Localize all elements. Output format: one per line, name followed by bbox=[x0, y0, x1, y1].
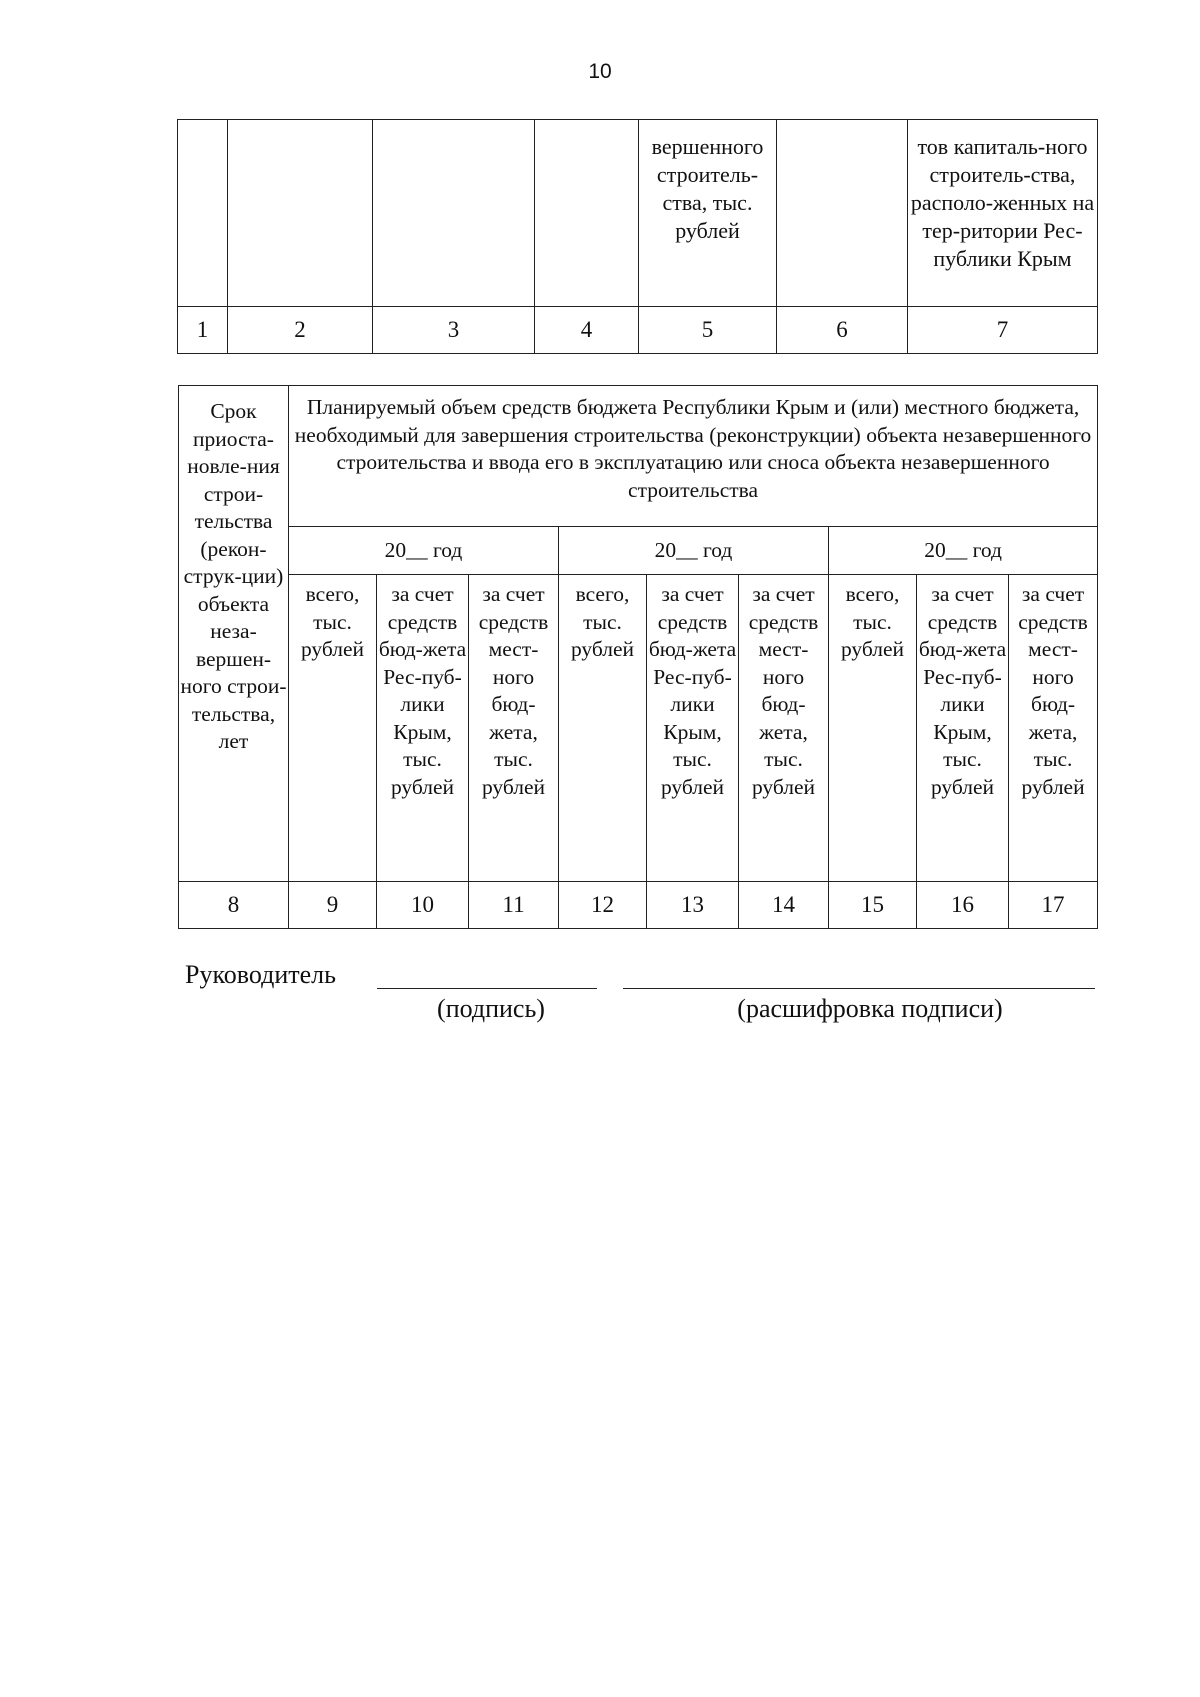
head-label: Руководитель bbox=[185, 960, 336, 989]
column-number: 13 bbox=[647, 882, 739, 929]
sub-header-total: всего, тыс. рублей bbox=[829, 575, 917, 882]
table-header-row bbox=[178, 120, 1098, 307]
column-number: 3 bbox=[373, 307, 535, 354]
sub-header-total: всего, тыс. рублей bbox=[289, 575, 377, 882]
column-number-row bbox=[179, 882, 1098, 929]
sub-header-local: за счет средств мест-ного бюд-жета, тыс. рублей bbox=[1009, 575, 1098, 882]
column-number: 5 bbox=[639, 307, 777, 354]
header-cell bbox=[228, 120, 373, 307]
budget-plan-table bbox=[178, 385, 1098, 929]
signature-line bbox=[377, 988, 597, 989]
column-number: 6 bbox=[777, 307, 908, 354]
signature-block bbox=[185, 960, 1115, 1030]
year-header: 20__ год bbox=[289, 527, 559, 575]
header-cell-unfinished-cost: вершенного строитель-ства, тыс. рублей bbox=[639, 120, 777, 307]
column-number: 11 bbox=[469, 882, 559, 929]
signature-decoding-caption: (расшифровка подписи) bbox=[737, 994, 1003, 1023]
planned-budget-header: Планируемый объем средств бюджета Республики Крым и (или) местного бюджета, необходимый для завершения строительства (реконструкции) объекта незавершенного строительства и ввода его в эксплуатацию или сноса объекта незавершенного строительства bbox=[289, 386, 1098, 527]
column-number: 4 bbox=[535, 307, 639, 354]
column-number: 8 bbox=[179, 882, 289, 929]
signature-decoding-line bbox=[623, 988, 1095, 989]
column-number: 16 bbox=[917, 882, 1009, 929]
page-number: 10 bbox=[588, 60, 612, 83]
column-number: 7 bbox=[908, 307, 1098, 354]
column-number: 14 bbox=[739, 882, 829, 929]
sub-header-republic: за счет средств бюд-жета Рес-пуб-лики Крым, тыс. рублей bbox=[377, 575, 469, 882]
header-cell-capital-objects: тов капиталь-ного строитель-ства, располо-женных на тер-ритории Рес-публики Крым bbox=[908, 120, 1098, 307]
column-number-row bbox=[178, 307, 1098, 354]
year-header: 20__ год bbox=[559, 527, 829, 575]
header-cell bbox=[178, 120, 228, 307]
column-number: 2 bbox=[228, 307, 373, 354]
column-number: 17 bbox=[1009, 882, 1098, 929]
column-number: 1 bbox=[178, 307, 228, 354]
year-header: 20__ год bbox=[829, 527, 1098, 575]
header-cell bbox=[373, 120, 535, 307]
header-cell bbox=[777, 120, 908, 307]
continuation-table bbox=[177, 119, 1098, 354]
sub-header-republic: за счет средств бюд-жета Рес-пуб-лики Крым, тыс. рублей bbox=[647, 575, 739, 882]
suspension-period-header: Срок приоста-новле-ния строи-тельства (рекон-струк-ции) объекта неза-вершен-ного строи-тельства, лет bbox=[179, 386, 289, 882]
header-cell bbox=[535, 120, 639, 307]
sub-header-local: за счет средств мест-ного бюд-жета, тыс. рублей bbox=[739, 575, 829, 882]
sub-header-republic: за счет средств бюд-жета Рес-пуб-лики Крым, тыс. рублей bbox=[917, 575, 1009, 882]
column-number: 12 bbox=[559, 882, 647, 929]
sub-header-total: всего, тыс. рублей bbox=[559, 575, 647, 882]
sub-header-local: за счет средств мест-ного бюд-жета, тыс. рублей bbox=[469, 575, 559, 882]
column-number: 10 bbox=[377, 882, 469, 929]
column-number: 9 bbox=[289, 882, 377, 929]
signature-caption: (подпись) bbox=[437, 994, 545, 1023]
year-row bbox=[179, 527, 1098, 575]
column-number: 15 bbox=[829, 882, 917, 929]
sub-header-row bbox=[179, 575, 1098, 882]
